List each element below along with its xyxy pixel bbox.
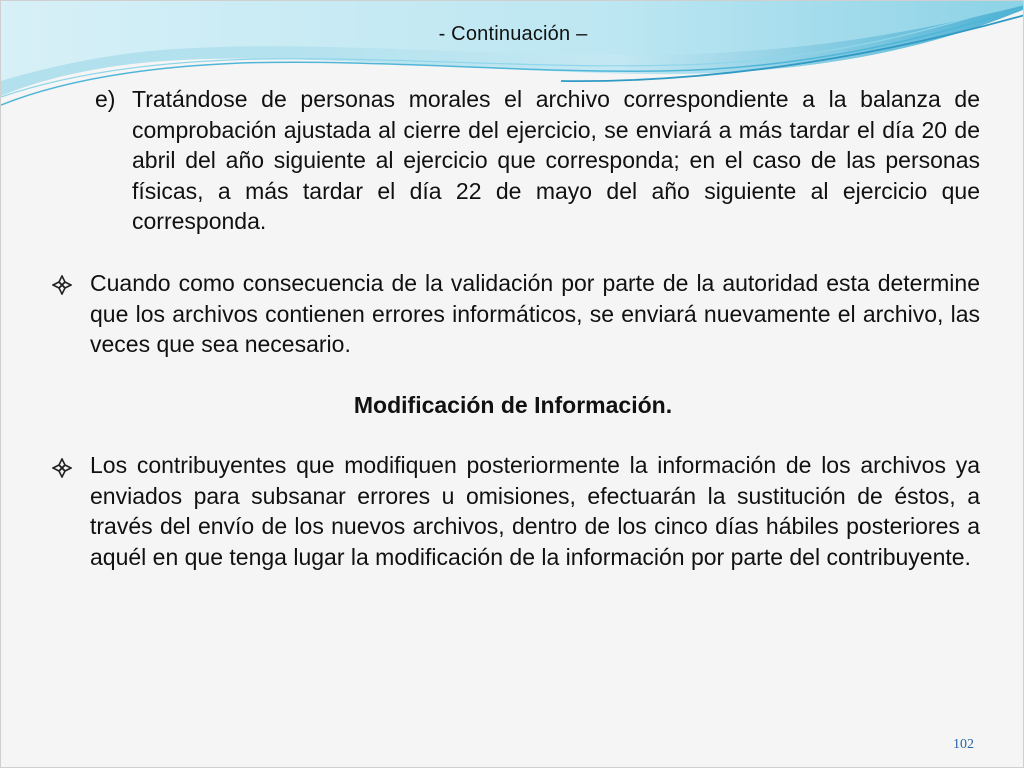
section-heading: Modificación de Información. — [353, 392, 673, 418]
bullet-paragraph-modification: Los contribuyentes que modifiquen posteriormente la información de los archivos ya enviados para subsanar errores u omisiones, efectuarán la sustitución de éstos, a través del envío de los nuevos archivos, dentro de los cinco días hábiles posteriores a aquél en que tenga lugar la modificación de la información por parte del contribuyente. — [90, 452, 980, 570]
page-number: 102 — [953, 737, 974, 752]
diamond-bullet-icon — [52, 275, 72, 295]
continuation-title: - Continuación – — [438, 23, 588, 45]
item-e-marker: e) — [95, 86, 116, 112]
slide-content — [1, 1, 1024, 768]
item-e-paragraph: Tratándose de personas morales el archivo correspondiente a la balanza de comprobación ajustada al cierre del ejercicio, se enviará a más tardar el día 20 de abril del año siguiente al ejercicio que corresponda; en el caso de las personas físicas, a más tardar el día 22 de mayo del año siguiente al ejercicio que corresponda. — [132, 86, 980, 234]
diamond-bullet-icon — [52, 458, 72, 478]
bullet-paragraph-validation: Cuando como consecuencia de la validación por parte de la autoridad esta determine que los archivos contienen errores informáticos, se enviará nuevamente el archivo, las veces que sea necesario. — [90, 270, 980, 357]
